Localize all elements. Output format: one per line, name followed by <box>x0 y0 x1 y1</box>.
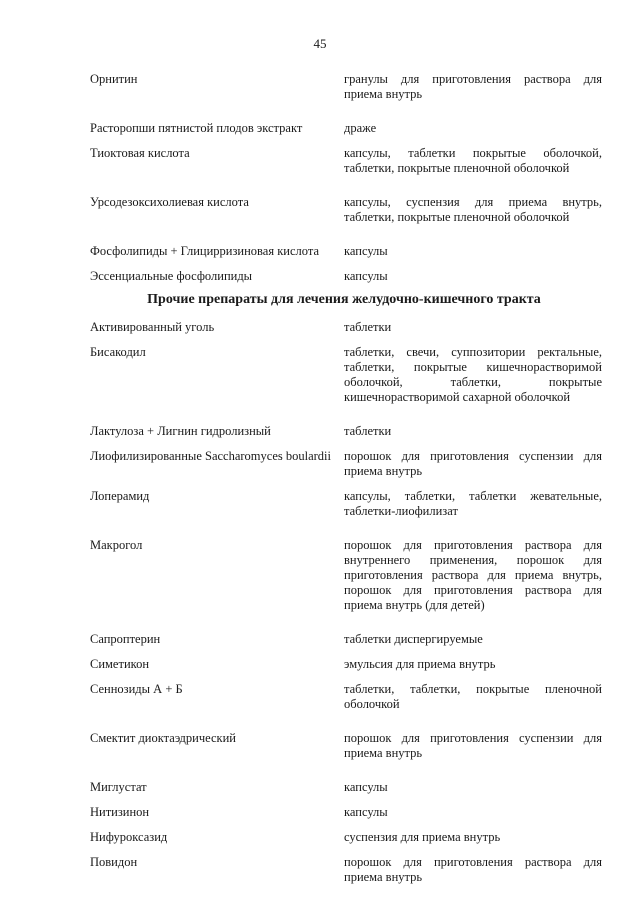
drug-form: капсулы, суспензия для приема внутрь, таблетки, покрытые пленочной оболочкой <box>344 195 602 224</box>
page-number: 45 <box>313 36 327 51</box>
table-row <box>90 244 602 259</box>
drug-name: Миглустат <box>90 780 147 794</box>
drug-name: Активированный уголь <box>90 320 215 334</box>
table-row <box>90 830 602 845</box>
table-row <box>90 72 602 102</box>
drug-name: Сапроптерин <box>90 632 161 646</box>
drug-name: Лактулоза + Лигнин гидролизный <box>90 424 271 438</box>
drug-form: суспензия для приема внутрь <box>344 830 501 844</box>
table-row <box>90 269 602 284</box>
table-row <box>90 449 602 479</box>
section-heading: Прочие препараты для лечения желудочно-кишечного тракта <box>147 292 541 307</box>
table-row <box>90 632 602 647</box>
drug-name: Лиофилизированные Saccharomyces boulardii <box>90 449 331 463</box>
table-row <box>90 424 602 439</box>
drug-form: порошок для приготовления раствора для приема внутрь <box>344 855 602 884</box>
drug-form: порошок для приготовления суспензии для приема внутрь <box>344 449 602 478</box>
document-body <box>90 72 602 885</box>
table-row <box>90 682 602 712</box>
drug-name: Орнитин <box>90 72 138 86</box>
drug-form: эмульсия для приема внутрь <box>344 657 496 671</box>
drug-form: порошок для приготовления суспензии для приема внутрь <box>344 731 602 760</box>
table-row <box>90 146 602 176</box>
drug-name: Повидон <box>90 855 138 869</box>
drug-form: капсулы <box>344 780 388 794</box>
drug-name: Урсодезоксихолиевая кислота <box>90 195 249 209</box>
drug-form: капсулы, таблетки покрытые оболочкой, таблетки, покрытые пленочной оболочкой <box>344 146 602 175</box>
drug-name: Тиоктовая кислота <box>90 146 190 160</box>
drug-form: капсулы <box>344 805 388 819</box>
drug-form: таблетки <box>344 320 392 334</box>
table-row <box>90 805 602 820</box>
table-row <box>90 121 602 136</box>
drug-name: Смектит диоктаэдрический <box>90 731 236 745</box>
table-row <box>90 489 602 519</box>
drug-name: Расторопши пятнистой плодов экстракт <box>90 121 303 135</box>
drug-form: капсулы <box>344 269 388 283</box>
drug-name: Нифуроксазид <box>90 830 168 844</box>
drug-name: Фосфолипиды + Глицирризиновая кислота <box>90 244 319 258</box>
drug-form: таблетки, таблетки, покрытые пленочной оболочкой <box>344 682 602 711</box>
table-row <box>90 195 602 225</box>
drug-form: таблетки диспергируемые <box>344 632 483 646</box>
drug-name: Лоперамид <box>90 489 150 503</box>
drug-name: Макрогол <box>90 538 143 552</box>
drug-form: капсулы <box>344 244 388 258</box>
drug-name: Эссенциальные фосфолипиды <box>90 269 253 283</box>
drug-form: капсулы, таблетки, таблетки жевательные, таблетки-лиофилизат <box>344 489 602 518</box>
drug-form: драже <box>344 121 377 135</box>
drug-name: Бисакодил <box>90 345 146 359</box>
table-row <box>90 657 602 672</box>
drug-name: Симетикон <box>90 657 150 671</box>
table-row <box>90 731 602 761</box>
drug-form: порошок для приготовления раствора для внутреннего применения, порошок для приготовления раствора для приема внутрь, порошок для приготовления раствора для приема внутрь (для детей) <box>344 538 602 612</box>
table-row <box>90 538 602 613</box>
table-row <box>90 345 602 405</box>
table-row <box>90 780 602 795</box>
drug-name: Сеннозиды А + Б <box>90 682 183 696</box>
drug-name: Нитизинон <box>90 805 150 819</box>
drug-form: таблетки <box>344 424 392 438</box>
drug-form: таблетки, свечи, суппозитории ректальные, таблетки, покрытые кишечнорастворимой оболочкой, таблетки, покрытые кишечнорастворимой сахарной оболочкой <box>344 345 602 404</box>
table-row <box>90 855 602 885</box>
table-row <box>90 320 602 335</box>
drug-form: гранулы для приготовления раствора для приема внутрь <box>344 72 602 101</box>
